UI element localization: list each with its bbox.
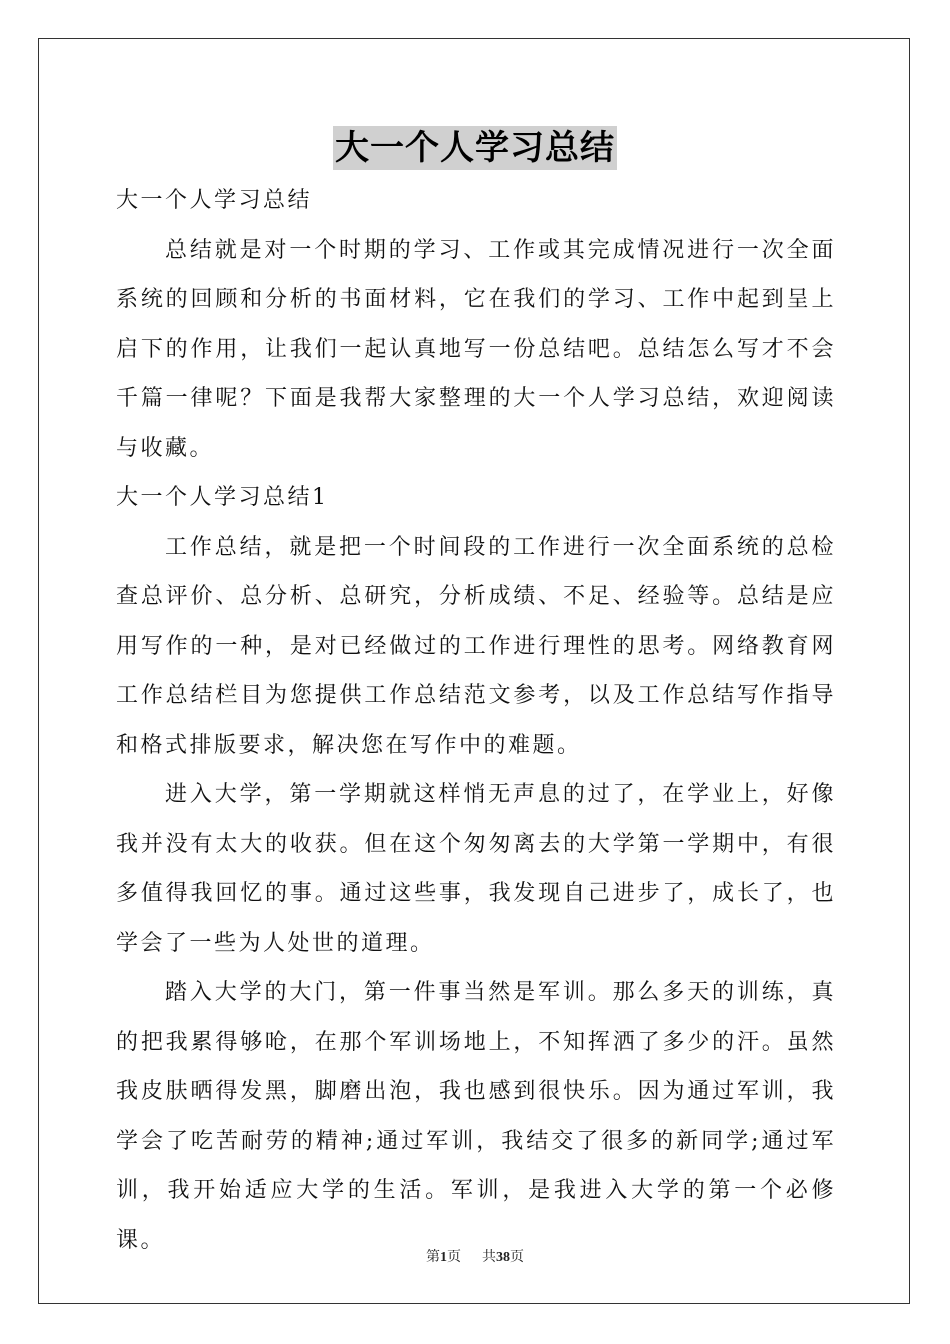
page-footer xyxy=(0,1246,950,1266)
paragraph: 大一个人学习总结1 xyxy=(116,485,329,510)
page-prefix: 第 xyxy=(426,1250,440,1265)
paragraph: 踏入大学的大门，第一件事当然是军训。那么多天的训练，真的把我累得够呛，在那个军训场地上，不知挥洒了多少的汗。虽然我皮肤晒得发黑，脚磨出泡，我也感到很快乐。因为通过军训，我学会了吃苦耐劳的精神;通过军训，我结交了很多的新同学;通过军训，我开始适应大学的生活。军训，是我进入大学的第一个必修课。 xyxy=(116,980,836,1253)
total-suffix: 页 xyxy=(510,1250,524,1265)
paragraph: 工作总结，就是把一个时间段的工作进行一次全面系统的总检查总评价、总分析、总研究，分析成绩、不足、经验等。总结是应用写作的一种，是对已经做过的工作进行理性的思考。网络教育网工作总结栏目为您提供工作总结范文参考，以及工作总结写作指导和格式排版要求，解决您在写作中的难题。 xyxy=(116,534,836,758)
paragraph: 总结就是对一个时期的学习、工作或其完成情况进行一次全面系统的回顾和分析的书面材料，它在我们的学习、工作中起到呈上启下的作用，让我们一起认真地写一份总结吧。总结怎么写才不会千篇一律呢？下面是我帮大家整理的大一个人学习总结，欢迎阅读与收藏。 xyxy=(116,237,836,461)
total-prefix: 共 xyxy=(482,1250,496,1265)
paragraph: 大一个人学习总结 xyxy=(116,188,313,213)
total-pages: 38 xyxy=(496,1250,510,1265)
title-container xyxy=(0,126,950,170)
page-number: 1 xyxy=(440,1250,447,1265)
page-suffix: 页 xyxy=(447,1250,461,1265)
document-body xyxy=(116,176,836,1265)
paragraph: 进入大学，第一学期就这样悄无声息的过了，在学业上，好像我并没有太大的收获。但在这个匆匆离去的大学第一学期中，有很多值得我回忆的事。通过这些事，我发现自己进步了，成长了，也学会了一些为人处世的道理。 xyxy=(116,782,836,956)
document-title: 大一个人学习总结 xyxy=(335,128,615,168)
